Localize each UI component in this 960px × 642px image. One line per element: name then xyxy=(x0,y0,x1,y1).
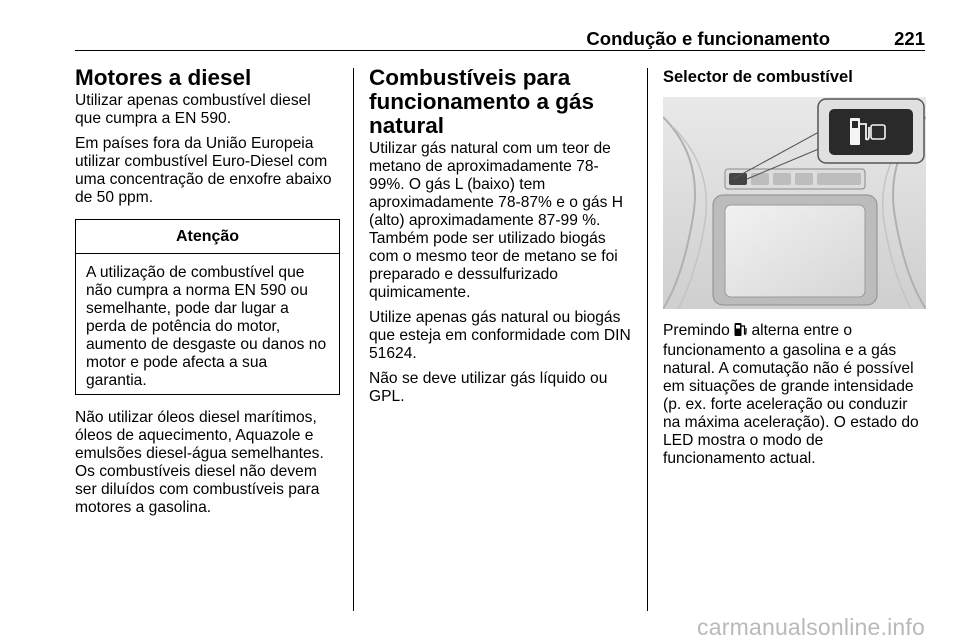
page-number: 221 xyxy=(894,28,925,49)
fuel-selector-icon xyxy=(734,322,747,342)
paragraph xyxy=(663,322,928,468)
paragraph: Utilize apenas gás natural ou biogás que esteja em conformidade com DIN 51624. xyxy=(369,309,631,362)
chapter-title: Condução e funcionamento xyxy=(586,28,830,49)
page-header xyxy=(75,28,925,50)
warning-title: Atenção xyxy=(76,220,339,254)
paragraph: Não utilizar óleos diesel marítimos, óleos de aquecimento, Aquazole e emulsões diesel-água semelhantes. Os combustíveis diesel não devem ser diluídos com combustíveis para motores a gasolina. xyxy=(75,409,324,516)
warning-box xyxy=(75,219,340,395)
paragraph: Não se deve utilizar gás líquido ou GPL. xyxy=(369,370,608,405)
column-diesel xyxy=(75,66,340,524)
paragraph: Utilizar apenas combustível diesel que cumpra a EN 590. xyxy=(75,92,311,127)
warning-text: A utilização de combustível que não cumpra a norma EN 590 ou semelhante, pode dar lugar a perda de potência do motor, aumento de desgaste ou danos no motor e pode afecta a sua garantia. xyxy=(86,264,327,389)
paragraph-lead: Premindo xyxy=(663,322,730,339)
column-divider-2 xyxy=(647,68,648,611)
header-rule xyxy=(75,50,925,51)
paragraph: Utilizar gás natural com um teor de metano de aproximadamente 78-99%. O gás L (baixo) tem aproximadamente 78-87% e o gás H (alto) aproximadamente 87-99 %. Também pode ser utilizado biogás com o mesmo teor de metano se foi preparado e dessulfurizado quimicamente. xyxy=(369,140,623,301)
section-heading-natural-gas: Combustíveis para funcionamento a gás natural xyxy=(369,65,595,138)
section-heading-diesel: Motores a diesel xyxy=(75,65,252,90)
column-fuel-selector xyxy=(663,66,928,475)
watermark: carmanualsonline.info xyxy=(697,614,925,640)
column-natural-gas xyxy=(369,66,634,413)
dashboard-illustration xyxy=(663,97,926,309)
paragraph-rest: alterna entre o funcionamento a gasolina e a gás natural. A comutação não é possível em situações de grande intensidade (p. ex. forte aceleração ou conduzir na máxima aceleração). O estado do LED mostra o modo de funcionamento actual. xyxy=(663,322,919,467)
section-heading-fuel-selector: Selector de combustível xyxy=(663,68,853,86)
paragraph: Em países fora da União Europeia utilizar combustível Euro-Diesel com uma concentração de enxofre abaixo de 50 ppm. xyxy=(75,135,332,206)
column-divider-1 xyxy=(353,68,354,611)
